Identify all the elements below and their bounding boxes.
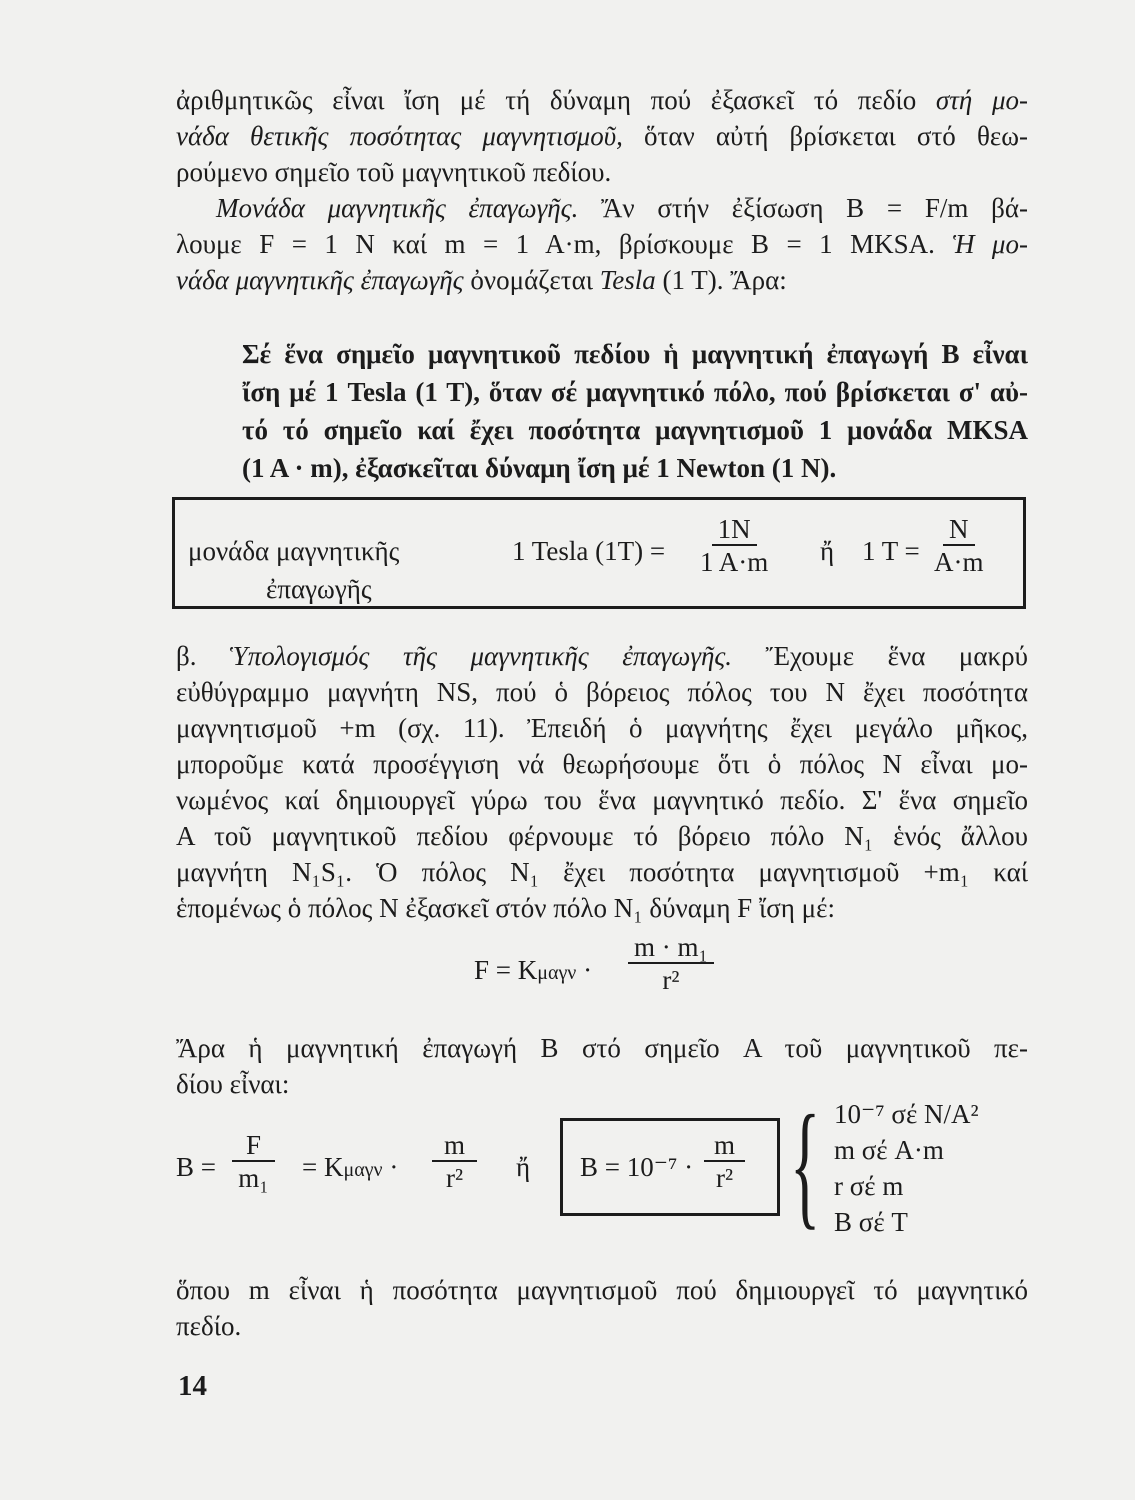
definition-line3: τό τό σημεῖο καί ἔχει ποσότητα μαγνητισμοῦ 1 μονάδα MKSA [242,415,1028,445]
tesla-fraction-1 [694,514,774,578]
boxed-fraction: $\frac{m}{\text{r²}}$ [704,1130,745,1194]
para1-line3: ρούμενο σημεῖο τοῦ μαγνητικοῦ πεδίου. [176,157,612,187]
paragraph-2 [176,190,1028,298]
tesla-definition [242,335,1028,487]
section-b-line5: νωμένος καί δημιουργεῖ γύρω του ἕνα μαγνητικό πεδίο. Σ' ἕνα σημεῖο [176,785,1028,815]
section-b-line7: μαγνήτη N₁S₁. Ὁ πόλος N₁ ἔχει ποσότητα μαγνητισμοῦ +m₁ καί [176,857,1028,887]
b-eq-k: = Kμαγν · [302,1152,399,1182]
definition-line2: ἴση μέ 1 Tesla (1 T), ὅταν σέ μαγνητικό πόλο, πού βρίσκεται σ' αὐ- [242,377,1028,407]
boxed-lhs: B = 10⁻⁷ · [580,1152,694,1182]
force-denominator: r² [662,965,680,995]
para2-line3: νάδα μαγνητικῆς ἐπαγωγῆς ὀνομάζεται Tesla (1 T). Ἄρα: [176,265,787,295]
paragraph-1 [176,82,1028,190]
section-b-line6: A τοῦ μαγνητικοῦ πεδίου φέρνουμε τό βόρειο πόλο N₁ ἑνός ἄλλου [176,821,1028,851]
section-b-line8: ἑπομένως ὁ πόλος N ἐξασκεῖ στόν πόλο N₁ δύναμη F ἴση μέ: [176,893,835,923]
unit-item: B σέ T [834,1207,908,1237]
frac2-numerator: N [943,514,975,546]
para2-line2: λουμε F = 1 N καί m = 1 A·m, βρίσκουμε B = 1 MKSA. Ἡ μο- [176,229,1028,259]
force-fraction [628,932,714,996]
unit-label-line2: ἐπαγωγῆς [266,574,372,604]
ara-line2: δίου εἶναι: [176,1069,290,1099]
b-fraction-1: $\frac{F}{\text{m₁}}$ [232,1130,275,1194]
frac2-denominator: A·m [934,547,984,577]
force-numerator: m · m₁ [628,932,714,964]
ara-line1: Ἄρα ἡ μαγνητική ἐπαγωγή B στό σημεῖο A τοῦ μαγνητικοῦ πε- [176,1033,1028,1063]
definition-line4: (1 A · m), ἐξασκεῖται δύναμη ἴση μέ 1 Newton (1 N). [242,453,837,483]
unit-item: m σέ A·m [834,1135,944,1165]
tesla-fraction-2 [928,514,990,578]
frac1-numerator: 1N [712,514,757,546]
final-line2: πεδίο. [176,1311,242,1341]
unit-label-line1: μονάδα μαγνητικῆς [188,536,400,566]
definition-line1: Σέ ἕνα σημεῖο μαγνητικοῦ πεδίου ἡ μαγνητική ἐπαγωγή B εἶναι [242,339,1028,369]
tesla-rhs: 1 T = [862,536,920,566]
section-b-line4: μποροῦμε κατά προσέγγιση νά θεωρήσουμε ὅτι ὁ πόλος N εἶναι μο- [176,749,1028,779]
page-number: 14 [178,1370,207,1402]
para2-line1: Μονάδα μαγνητικῆς ἐπαγωγῆς. Ἄν στήν ἐξίσωση B = F/m βά- [216,193,1028,223]
section-b [176,638,1028,926]
section-b-line1: β. Ὑπολογισμός τῆς μαγνητικῆς ἐπαγωγῆς. Ἔχουμε ἕνα μακρύ [176,641,1028,671]
paragraph-ara [176,1030,1028,1102]
section-b-line3: μαγνητισμοῦ +m (σχ. 11). Ἐπειδή ὁ μαγνήτης ἔχει μεγάλο μῆκος, [176,713,1028,743]
para1-line1: ἀριθμητικῶς εἶναι ἴση μέ τή δύναμη πού ἐξασκεῖ τό πεδίο στή μο- [176,85,1028,115]
section-b-line2: εὐθύγραμμο μαγνήτη NS, πού ὁ βόρειος πόλος του N ἔχει ποσότητα [176,677,1028,707]
b-or: ἤ [516,1152,531,1182]
force-formula-lhs: F = Kμαγν · [474,955,593,985]
b-eq: B = [176,1152,216,1182]
b-fraction-2: $\frac{m}{\text{r²}}$ [432,1130,477,1194]
para1-line2: νάδα θετικῆς ποσότητας μαγνητισμοῦ, ὅταν αὐτή βρίσκεται στό θεω- [176,121,1028,151]
final-line1: ὅπου m εἶναι ἡ ποσότητα μαγνητισμοῦ πού δημιουργεῖ τό μαγνητικό [176,1275,1028,1305]
final-paragraph [176,1272,1028,1344]
frac1-denominator: 1 A·m [700,547,769,577]
unit-or: ἤ [820,536,835,566]
unit-item: 10⁻⁷ σέ N/A² [834,1099,979,1129]
curly-brace-icon: { [790,1087,821,1242]
tesla-lhs: 1 Tesla (1T) = [512,536,666,566]
units-list [834,1096,979,1240]
unit-item: r σέ m [834,1171,904,1201]
